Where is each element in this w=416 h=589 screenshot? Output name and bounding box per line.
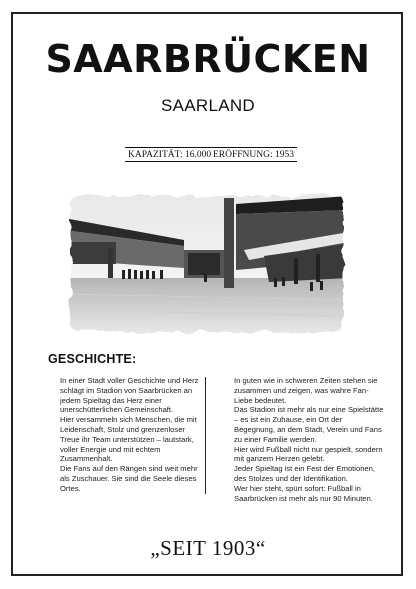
poster-subtitle: SAARLAND <box>160 96 256 115</box>
history-paragraph: In guten wie in schweren Zeiten stehen sie zusammen und zeigen, was wahre Fan-Liebe bedeutet. <box>234 376 378 405</box>
column-divider <box>205 377 206 494</box>
poster-title: SAARBRÜCKEN <box>45 37 371 81</box>
history-paragraph: Hier wird Fußball nicht nur gespielt, sondern mit ganzem Herzen gelebt. <box>234 444 383 464</box>
stadium-stats-bar <box>125 147 297 162</box>
history-left-column <box>60 376 200 494</box>
history-paragraph: Jeder Spieltag ist ein Fest der Emotionen, des Stolzes und der Identifikation. <box>234 464 375 483</box>
history-paragraph: Das Stadion ist mehr als nur eine Spielstätte – es ist ein Zuhause, ein Ort der Begegnung, an dem Stadt, Verein und Fans zu einer Familie werden. <box>234 405 384 444</box>
history-paragraph: Hier versammeln sich Menschen, die mit Leidenschaft, Stolz und grenzenloser Treue ihr Team unterstützen – lautstark, voller Energie und mit echtem Zusammenhalt. <box>60 415 197 464</box>
history-paragraph: In einer Stadt voller Geschichte und Herz schlägt im Stadion von Saarbrücken an jedem Spieltag das Herz einer unerschütterlichen Gemeinschaft. <box>60 376 199 415</box>
history-paragraph: Wer hier steht, spürt sofort: Fußball in Saarbrücken ist mehr als nur 90 Minuten. <box>234 483 373 503</box>
capacity-text: KAPAZITÄT: 16.000 <box>128 149 212 160</box>
history-paragraph: Die Fans auf den Rängen sind weit mehr als Zuschauer. Sie sind die Seele dieses Ortes. <box>60 464 198 493</box>
slogan: „SEIT 1903“ <box>150 536 266 560</box>
history-heading: GESCHICHTE: <box>48 352 137 366</box>
opened-text: ERÖFFNUNG: 1953 <box>212 149 294 160</box>
history-right-column <box>234 376 384 503</box>
stadium-photo <box>64 190 349 338</box>
